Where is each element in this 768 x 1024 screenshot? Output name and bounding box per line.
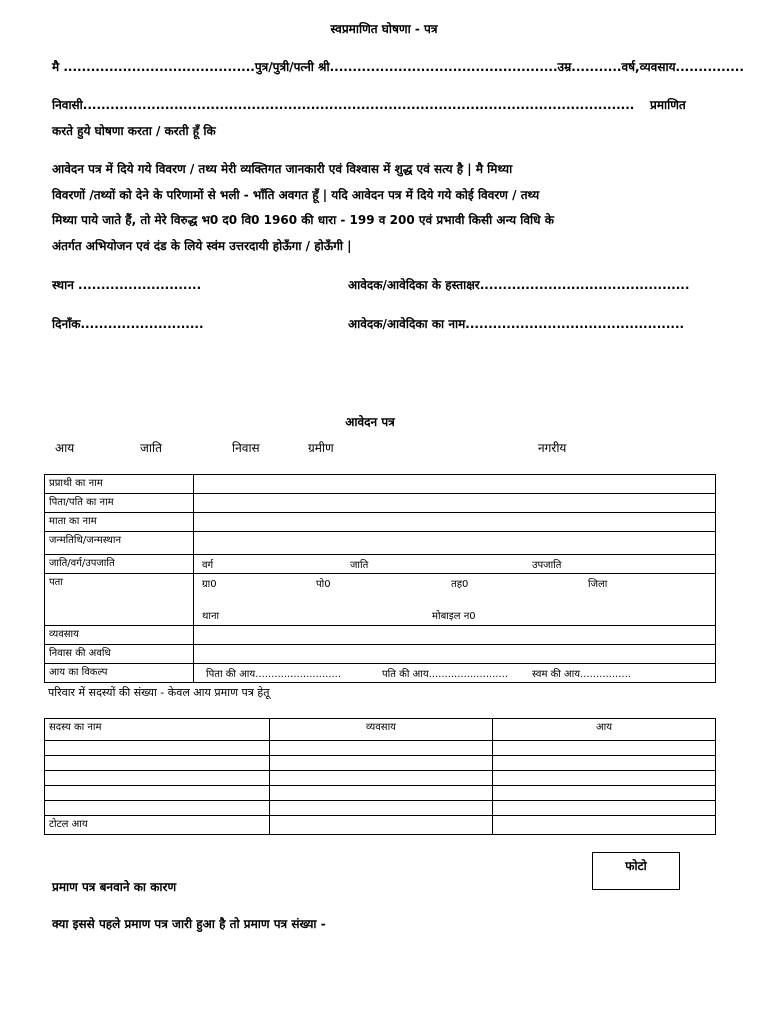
address-district-label: जिला [588,579,608,590]
address-mobile-label: मोबाइल न0 [432,611,476,622]
member-income-cell[interactable] [493,741,716,756]
application-details-table [44,474,716,683]
father-husband-name-cell: पिता/पति का नाम [45,494,194,513]
family-count-note: परिवार में सदस्यों की संख्या - केवल आय प्रमाण पत्र हेतू [48,686,270,699]
member-income-cell[interactable] [493,771,716,786]
member-name-cell[interactable] [45,756,270,771]
date-label: दिनाँक........................... [52,317,204,331]
type-income: आय [55,441,75,455]
caste-field[interactable] [194,555,716,574]
caste-class-label: वर्ग [202,560,214,571]
address-post-office-label: पो0 [316,579,331,590]
table-row [45,801,716,816]
member-occupation-cell[interactable] [270,771,493,786]
address-label-cell: पता [45,574,194,626]
member-name-cell[interactable] [45,741,270,756]
table-row [45,756,716,771]
income-option-cell: आय का विकल्प [45,664,194,683]
applicant-name-field[interactable] [194,475,716,494]
husband-income-label: पति की आय......................... [382,669,509,680]
member-income-cell[interactable] [493,786,716,801]
declaration-paragraph-line-4: अंतर्गत अभियोजन एवं दंड के लिये स्वंम उत्तरदायी होऊँगा / होऊँगी | [52,239,352,253]
declaration-line-3: करते हुये घोषणा करता / करती हूँ कि [52,124,216,138]
member-name-header: सदस्य का नाम [45,719,270,741]
table-row [45,771,716,786]
table-row [45,741,716,756]
table-row [45,664,716,683]
total-income-label: टोटल आय [45,816,270,835]
table-row [45,574,716,626]
family-members-table [44,718,716,835]
declaration-certified-word: प्रमाणित [650,98,686,112]
signature-label: आवेदक/आवेदिका के हस्ताक्षर.............................................. [348,278,690,292]
member-income-cell[interactable] [493,801,716,816]
table-row [45,532,716,555]
total-occupation-cell[interactable] [270,816,493,835]
dob-birthplace-cell: जन्मतिथि/जन्मस्थान [45,532,194,555]
declaration-title: स्वप्रमाणित घोषणा - पत्र [330,22,438,36]
member-income-cell[interactable] [493,756,716,771]
applicant-name-cell: प्रप्राथी का नाम [45,475,194,494]
member-name-cell[interactable] [45,786,270,801]
declaration-residence-line: निवासी......................................................................................................................... [52,98,635,112]
member-occupation-cell[interactable] [270,801,493,816]
residence-period-cell: निवास की अवधि [45,645,194,664]
residence-period-field[interactable] [194,645,716,664]
address-village-label: ग्रा0 [202,579,217,590]
table-row [45,494,716,513]
declaration-paragraph-line-2: विवरणों /तथ्यों को देने के परिणामों से भली - भाँति अवगत हूँ | यदि आवेदन पत्र में दिये गये कोई विवरण / तथ्य [52,188,540,202]
table-row [45,786,716,801]
dob-birthplace-field[interactable] [194,532,716,555]
address-police-station-label: थाना [202,611,220,622]
address-tehsil-label: तह0 [451,579,469,590]
member-occupation-cell[interactable] [270,756,493,771]
occupation-field[interactable] [194,626,716,645]
caste-caste-label: जाति [350,560,369,571]
father-husband-name-field[interactable] [194,494,716,513]
declaration-paragraph-line-3: मिथ्या पाये जाते हैं, तो मेरे विरुद्ध भ0 द0 वि0 1960 की धारा - 199 व 200 एवं प्रभावी किसी अन्य विधि के [52,213,554,227]
previous-certificate-label: क्या इससे पहले प्रमाण पत्र जारी हुआ है तो प्रमाण पत्र संख्या - [52,917,326,931]
application-title: आवेदन पत्र [345,415,395,429]
photo-box[interactable] [592,852,680,890]
table-row [45,475,716,494]
declaration-paragraph-line-1: आवेदन पत्र में दिये गये विवरण / तथ्य मेरी व्यक्तिगत जानकारी एवं विश्वास में शुद्ध एवं सत्य है | मै मिथ्या [52,162,513,176]
mother-name-cell: माता का नाम [45,513,194,532]
member-occupation-header: व्यवसाय [270,719,493,741]
member-occupation-cell[interactable] [270,786,493,801]
member-income-header: आय [493,719,716,741]
declaration-line-1: मै ..........................................पुत्र/पुत्री/पत्नी श्री..................................................उम्र...........वर्ष,व्यवसाय............... [52,60,744,74]
member-name-cell[interactable] [45,801,270,816]
caste-subcaste-label: उपजाति [532,560,562,571]
table-row [45,626,716,645]
table-row [45,555,716,574]
type-residence: निवास [232,441,260,455]
type-caste: जाति [140,441,162,455]
father-income-label: पिता की आय........................... [206,669,342,680]
table-row [45,645,716,664]
caste-label-cell: जाति/वर्ग/उपजाति [45,555,194,574]
member-occupation-cell[interactable] [270,741,493,756]
table-row [45,513,716,532]
self-income-label: स्वम की आय................ [532,669,631,680]
member-name-cell[interactable] [45,771,270,786]
income-option-field[interactable] [194,664,716,683]
applicant-name-label: आवेदक/आवेदिका का नाम................................................ [348,317,685,331]
address-field[interactable] [194,574,716,626]
mother-name-field[interactable] [194,513,716,532]
type-urban: नगरीय [538,441,567,455]
photo-label: फोटो [625,859,647,873]
table-total-row [45,816,716,835]
type-rural: ग्रमीण [308,441,334,455]
occupation-cell: व्यवसाय [45,626,194,645]
total-income-cell[interactable] [493,816,716,835]
certificate-reason-label: प्रमाण पत्र बनवाने का कारण [52,880,177,894]
table-header-row [45,719,716,741]
place-label: स्थान ........................... [52,278,202,292]
